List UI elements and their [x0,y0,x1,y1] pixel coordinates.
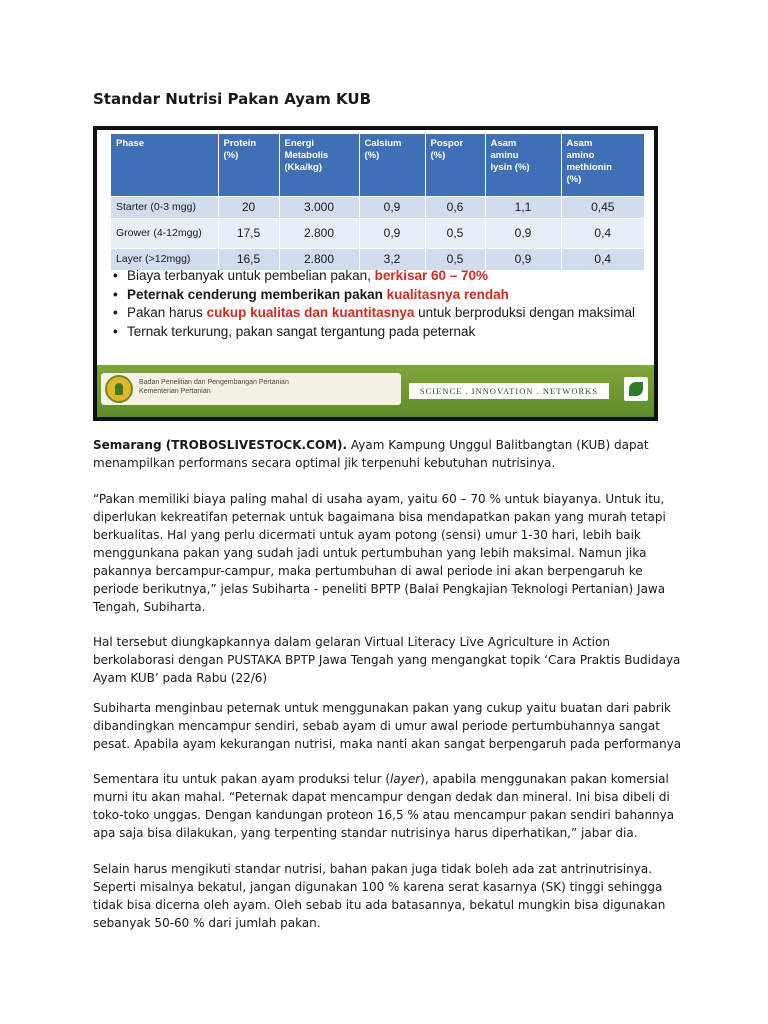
table-header-cell [425,134,485,196]
corner-leaf-logo-icon [624,377,648,401]
value-cell: 20 [218,196,279,218]
value-cell: 3,2 [359,248,425,270]
table-header-cell [218,134,279,196]
nutrition-slide-image [93,126,658,421]
value-cell: 0,5 [425,248,485,270]
paragraph-5-a: Sementara itu untuk pakan ayam produksi telur ( [93,772,391,786]
table-header-cell [111,134,218,196]
value-cell: 1,1 [485,196,561,218]
bullet-highlight: berkisar 60 – 70% [374,268,489,283]
bullet-highlight: kualitasnya rendah [386,286,509,302]
header-line: aminu [490,150,519,161]
value-cell: 0,9 [485,248,561,270]
value-cell: 0,6 [425,196,485,218]
phase-cell: Grower (4-12mgg) [111,218,218,248]
paragraph-4: Subiharta menginbau peternak untuk menggunakan pakan yang cukup yaitu buatan dari pabrik dibandingkan mencampur sendiri, sebab ayam di umur awal periode pertumbuhannya sangat pesat. Apabila ayam kekurangan nutrisi, maka nanti akan sangat berpengaruh pada performanya [93,701,682,751]
table-header-row [111,134,645,196]
header-line: (%) [566,174,582,185]
table-row [111,196,645,218]
header-line: Metabolis [284,150,329,161]
page-title: Standar Nutrisi Pakan Ayam KUB [93,90,371,108]
value-cell: 2.800 [279,248,359,270]
slide-bullet [113,305,643,321]
header-line: amino [566,150,595,161]
value-cell: 16,5 [218,248,279,270]
agency-line-2: Kementerian Pertanian [139,388,211,395]
table-header-cell [485,134,561,196]
table-header-cell [561,134,645,196]
slide-canvas [97,130,654,417]
header-line: (%) [364,150,380,161]
header-line: Asam [490,138,517,149]
paragraph-1-body: Ayam Kampung Unggul Balitbangtan (KUB) dapat menampilkan performans secara optimal jik terpenuhi kebutuhan nutrisinya. [93,438,649,470]
value-cell: 0,9 [359,196,425,218]
paragraph-2: “Pakan memiliki biaya paling mahal di usaha ayam, yaitu 60 – 70 % untuk biayanya. Untuk itu, diperlukan kekreatifan peternak untuk bagaimana bisa mendapatkan pakan yang murah tetapi berkualitas. Hal yang perlu dicermati untuk ayam potong (sensi) umur 1-30 hari, lebih baik menggunkana pakan yang sudah jadi untuk pertumbuhan yang lebih maksimal. Namun jika pakannya bercampur-campur, maka pertumbuhan di awal periode ini akan berpengaruh ke periode berikutnya,” jelas Subiharta - peneliti BPTP (Balai Pengkajian Teknologi Pertanian) Jawa Tengah, Subiharta. [93,492,666,614]
header-line: Energi [284,138,315,149]
header-line: methionin [566,162,612,173]
header-line: Pospor [430,138,464,149]
agency-name [139,378,289,396]
dateline: Semarang (TROBOSLIVESTOCK.COM). [93,438,348,452]
layer-term: layer [390,772,421,786]
table-body [111,196,645,270]
value-cell: 2.800 [279,218,359,248]
table-row [111,248,645,270]
header-line: (%) [430,150,446,161]
table-row [111,218,645,248]
bullet-text: Peternak cenderung memberikan pakan [127,286,387,302]
bullet-text: Pakan harus [127,305,207,320]
slide-bullet [113,324,643,340]
value-cell: 0,9 [485,218,561,248]
value-cell: 0,4 [561,218,645,248]
slide-bullet-list [113,268,643,342]
slide-footer [97,365,654,417]
bullet-highlight: cukup kualitas dan kuantitasnya [206,305,415,320]
header-line: Phase [116,138,144,149]
nutrition-table-wrap [111,134,645,270]
header-line: Calsium [364,138,402,149]
paragraph-3: Hal tersebut diungkapkannya dalam gelaran Virtual Literacy Live Agriculture in Action berkolaborasi dengan PUSTAKA BPTP Jawa Tengah yang mengangkat topik ‘Cara Praktis Budidaya Ayam KUB’ pada Rabu (22/6) [93,635,681,685]
value-cell: 3.000 [279,196,359,218]
paragraph-1 [93,436,683,472]
value-cell: 0,45 [561,196,645,218]
value-cell: 17,5 [218,218,279,248]
paragraph-5-b: ), apabila menggunakan pakan komersial murni itu akan mahal. “Peternak dapat mencampur dengan dedak dan mineral. Ini bisa dibeli di toko-toko unggas. Dengan kandungan proteon 16,5 % atau mencampur pakan sendiri bahannya apa saja bisa dilakukan, yang terpenting standar nutrisinya harus diperhatikan,” jabar dia. [93,772,675,840]
phase-cell: Starter (0-3 mgg) [111,196,218,218]
bullet-text: Ternak terkurung, pakan sangat tergantung pada peternak [127,323,476,339]
header-line: lysin (%) [490,162,530,173]
table-header-cell [279,134,359,196]
paragraph-6: Selain harus mengikuti standar nutrisi, bahan pakan juga tidak boleh ada zat antrinutrisinya. Seperti misalnya bekatul, jangan digunakan 100 % karena serat kasarnya (SK) tinggi sehingga tidak bisa dicerna oleh ayam. Oleh sebab itu ada batasannya, bekatul mungkin bisa digunakan sebanyak 50-60 % dari jumlah pakan. [93,862,666,930]
phase-cell: Layer (>12mgg) [111,248,218,270]
header-line: (Kka/kg) [284,162,322,173]
header-line: Protein [223,138,257,149]
header-line: Asam [566,138,593,149]
bullet-text: Biaya terbanyak untuk pembelian pakan, [127,268,375,283]
agency-line-1: Badan Penelitian dan Pengembangan Pertanian [139,379,289,386]
paragraph-5 [93,770,683,842]
slide-bullet [113,287,643,303]
nutrition-table [111,134,645,270]
value-cell: 0,4 [561,248,645,270]
tagline: SCIENCE . INNOVATION . NETWORKS [409,383,609,399]
value-cell: 0,9 [359,218,425,248]
header-line: (%) [223,150,239,161]
table-header-cell [359,134,425,196]
agency-logo-icon [105,375,133,403]
value-cell: 0,5 [425,218,485,248]
bullet-tail: untuk berproduksi dengan maksimal [414,305,636,320]
slide-bullet [113,268,643,284]
